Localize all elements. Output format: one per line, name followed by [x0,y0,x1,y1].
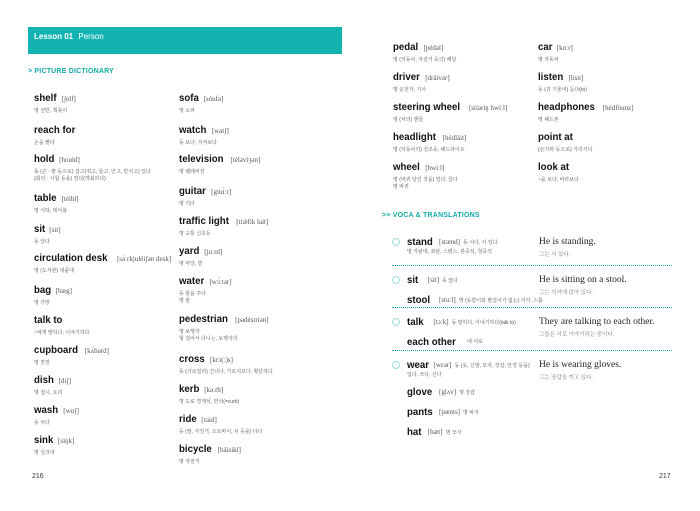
entry-word: bicycle [179,443,212,455]
entry-definitions [393,57,543,64]
entry-pronunciation: [sə̀ːrkjuléiʃən desk] [116,255,172,263]
entry-definition: 명 (자동차의) 전조등, 헤드라이트 [393,147,465,153]
entry-word: reach for [34,124,76,136]
voca-meta [439,408,479,416]
lesson-header [28,27,342,54]
example-sentence: He is sitting on a stool. [539,275,627,285]
entry-definition: 명 찬장 [34,360,50,366]
dictionary-entry [34,220,184,246]
voca-word: stand [407,236,433,248]
entry-word: water [179,275,205,287]
entry-word: pedal [393,41,419,53]
entry-headline [393,98,543,114]
entry-definition: 명 보행자 [179,329,200,335]
bullet-icon [392,238,400,246]
example-translation: 그는 서 있다. [539,252,571,258]
entry-headline [34,150,184,166]
dictionary-entry [179,242,329,268]
voca-pronunciation: [pænts] [439,408,460,416]
entry-definitions [179,429,329,436]
dictionary-entry [393,158,543,190]
entry-word: driver [393,71,420,83]
example-sentence: He is wearing gloves. [539,360,622,370]
entry-word: shelf [34,92,57,104]
entry-definition: 명 (자동차, 자전거 등의) 페달 [393,57,457,63]
voca-definition: 명 바지 [463,410,479,416]
entry-word: wash [34,404,59,416]
dictionary-entry [179,350,329,376]
entry-definitions [179,261,329,268]
entry-word: ride [179,413,197,425]
entry-word: point at [538,131,573,143]
dotted-divider [392,265,672,266]
entry-headline [538,128,688,144]
voca-meta [433,318,515,326]
dictionary-entry [34,401,184,427]
page-number-right: 217 [659,473,671,480]
voca-word: sit [407,274,419,286]
entry-definitions [179,329,329,342]
voca-pronunciation: [stuːl] [439,296,456,304]
bullet-icon [392,318,400,326]
entry-definitions [538,87,688,94]
voca-definition: 동 말하다, 이야기하다(talk to) [451,320,516,326]
voca-definition: 명 (등받이와 팔걸이가 없는) 의자, 스툴 [458,298,543,304]
dictionary-entry [179,182,329,208]
voca-word: hat [407,426,422,438]
dictionary-entry [34,189,184,215]
entry-definition: 명 마당, 뜰 [179,261,203,267]
entry-definition: 명 운전자, 기사 [393,87,427,93]
entry-pronunciation: [sóufə] [203,95,224,103]
entry-definitions [179,369,329,376]
entry-definitions [393,87,543,94]
voca-meta [467,338,483,345]
lesson-title: Person [78,32,104,41]
dictionary-entry [34,371,184,397]
entry-headline [179,150,329,166]
entry-definitions [179,399,329,406]
voca-pronunciation: [wɛər] [433,361,452,369]
entry-pronunciation: [kɑːr] [556,44,573,52]
dictionary-entry [34,341,184,367]
entry-word: car [538,41,553,53]
entry-headline [179,242,329,258]
entry-headline [34,89,184,105]
voca-meta [439,388,475,396]
entry-definition: 명 싱크대 [34,450,55,456]
entry-definitions [34,140,184,147]
entry-definitions [34,330,184,337]
entry-definition: 동 (귀 기울여) 듣다(to) [538,87,587,93]
voca-definition-extra: 명 가판대, 좌판, 스탠드, 관중석, 청중석 [407,249,492,255]
voca-definition: 동 서다, 서 있다 [463,240,498,246]
entry-pronunciation: [hédfòunz] [602,104,634,112]
entry-headline [179,212,329,228]
entry-pronunciation: [pédəl] [423,44,444,52]
entry-headline [393,38,543,54]
voca-meta [439,238,498,246]
entry-definition: 명 가방 [34,300,50,306]
entry-definitions [34,300,184,307]
entry-pronunciation: [pədéstriən] [235,316,269,324]
entry-definitions [179,291,329,304]
entry-headline [34,311,184,327]
entry-pronunciation: [wɔ́ːtər] [209,278,232,286]
entry-pronunciation: [wɑʃ] [63,407,79,415]
voca-definition: 대 서로 [467,339,483,345]
voca-meta [433,361,529,369]
dictionary-entry [179,272,329,304]
entry-definition: 명 헤드폰 [538,117,559,123]
entry-word: headlight [393,131,436,143]
entry-definitions [538,147,688,154]
entry-definition: 명 접시, 요리 [34,390,63,396]
entry-word: look at [538,161,570,173]
entry-definition: 명 바퀴 [393,183,409,190]
entry-definitions [34,239,184,246]
entry-pronunciation: [kəːrb] [204,386,224,394]
dictionary-entry [34,150,184,182]
entry-headline [179,380,329,396]
entry-pronunciation: [siŋk] [58,437,75,445]
entry-pronunciation: [raid] [201,416,217,424]
entry-definition: 동 (말, 자전거, 오토바이, 차 등을) 타다 [179,429,263,435]
dictionary-entry [538,128,688,154]
entry-word: yard [179,245,200,257]
entry-headline [179,410,329,426]
dictionary-entry [179,89,329,115]
entry-headline [179,121,329,137]
entry-pronunciation: [ʃelf] [61,95,76,103]
entry-word: bag [34,284,52,296]
entry-definition: (회의 · 시합 등을) 열다(개최하다) [34,175,106,182]
dictionary-entry [34,121,184,147]
lesson-number: Lesson 01 [34,32,74,41]
entry-definitions [34,169,184,182]
entry-headline [34,431,184,447]
entry-definition: (손가락 등으로) 가리키다 [538,147,593,153]
entry-headline [538,68,688,84]
entry-headline [34,281,184,297]
entry-definitions [34,420,184,427]
entry-word: steering wheel [393,101,461,113]
bullet-icon [392,276,400,284]
entry-definitions [34,450,184,457]
entry-definition: 형 걸어서 다니는, 보행자의 [179,335,238,342]
entry-word: wheel [393,161,420,173]
entry-definition: 동 물을 주다 [179,291,206,297]
entry-headline [179,440,329,456]
entry-definitions [538,117,688,124]
entry-definitions [34,268,184,275]
voca-definition: 명 모자 [445,430,462,436]
voca-definition: 명 장갑 [459,390,475,396]
dictionary-entry [34,431,184,457]
example-translation: 그들은 서로 이야기하는 중이다. [539,332,615,338]
entry-word: cross [179,353,205,365]
voca-word: glove [407,386,433,398]
entry-definition: 명 도로 경계석, 연석(=curb) [179,399,240,405]
entry-pronunciation: [bæg] [55,287,73,295]
entry-word: cupboard [34,344,79,356]
entry-pronunciation: [hould] [59,156,80,164]
entry-pronunciation: [stíəriŋ hwiːl] [468,104,508,112]
entry-definitions [34,390,184,397]
dictionary-entry [538,38,688,64]
entry-word: table [34,192,57,204]
entry-word: kerb [179,383,200,395]
page-number-left: 216 [32,473,44,480]
dictionary-entry [393,38,543,64]
example-translation: 그는 장갑을 끼고 있다. [539,375,593,381]
dictionary-entry [538,98,688,124]
voca-word: pants [407,406,433,418]
dotted-divider [392,350,672,351]
entry-definition: 명 교통 신호등 [179,231,211,237]
voca-definition: 동 앉다 [442,278,458,284]
entry-headline [538,38,688,54]
dictionary-entry [179,150,329,176]
dictionary-entry [393,98,543,124]
voca-definition-extra: 입다, 쓰다, 신다 [407,372,442,378]
entry-definitions [393,147,543,154]
entry-pronunciation: [krɔ(ː)s] [210,356,233,364]
entry-headline [179,182,329,198]
entry-word: headphones [538,101,595,113]
voca-word: each other [407,336,456,348]
entry-definitions [179,459,329,466]
entry-word: sofa [179,92,199,104]
dictionary-entry [393,68,543,94]
voca-translations-heading: >> VOCA & TRANSLATIONS [382,212,480,219]
entry-definition: 명 기타 [179,201,195,207]
entry-definition: 명 자동차 [538,57,559,63]
voca-meta [428,428,462,436]
voca-pronunciation: [hæt] [427,428,443,436]
right-page [350,0,700,511]
entry-headline [179,310,329,326]
entry-definition: 명 텔레비전 [179,169,205,175]
voca-pronunciation: [sit] [427,276,440,284]
entry-definition: 명 식탁, 테이블 [34,208,68,214]
entry-pronunciation: [hwiːl] [425,164,445,172]
entry-headline [393,128,543,144]
entry-word: television [179,153,224,165]
picture-dictionary-heading: > PICTURE DICTIONARY [28,68,114,75]
entry-headline [393,68,543,84]
entry-definition: ~에게 말하다, 이야기하다 [34,330,90,336]
dictionary-entry [179,410,329,436]
voca-word: wear [407,359,430,371]
entry-word: watch [179,124,207,136]
voca-pronunciation: [tɔːk] [433,318,449,326]
entry-headline [34,121,184,137]
entry-headline [34,249,184,265]
entry-headline [34,341,184,357]
entry-definitions [538,177,688,184]
entry-definition: 명 물 [179,297,191,304]
voca-word: talk [407,316,424,328]
entry-definition: 동 보다, 지켜보다 [179,140,217,146]
voca-meta [428,276,458,284]
entry-definition: 동 (손 · 팔 등으로) 잡고(쥐고, 들고, 안고, 받치고) 있다 [34,169,151,175]
entry-definition: 동 씻다 [34,420,50,426]
entry-definition: 손을 뻗다 [34,140,55,146]
entry-word: sink [34,434,54,446]
entry-pronunciation: [hédlàit] [442,134,467,142]
example-sentence: He is standing. [539,237,596,247]
entry-pronunciation: [téləvìʒən] [230,156,261,164]
entry-definition: 명 (차의) 핸들 [393,117,424,123]
dictionary-entry [179,310,329,342]
dictionary-entry [179,121,329,147]
entry-pronunciation: [diʃ] [58,377,72,385]
dictionary-entry [538,68,688,94]
entry-definitions [34,360,184,367]
dictionary-entry [393,128,543,154]
dictionary-entry [179,212,329,238]
entry-definitions [34,108,184,115]
entry-word: listen [538,71,564,83]
entry-definitions [179,231,329,238]
voca-meta [439,296,543,304]
entry-pronunciation: [gitɑ́ːr] [211,188,232,196]
entry-headline [179,272,329,288]
entry-pronunciation: [báisikl] [217,446,241,454]
entry-definitions [393,117,543,124]
voca-word: stool [407,294,431,306]
dictionary-entry [179,440,329,466]
entry-pronunciation: [lísn] [568,74,584,82]
entry-headline [179,89,329,105]
entry-word: dish [34,374,54,386]
entry-pronunciation: [trǽfik lait] [236,218,269,226]
voca-definition: 동 (옷, 신발, 모자, 장갑, 안경 등을) [454,363,530,369]
entry-definitions [179,201,329,208]
entry-pronunciation: [watʃ] [211,127,229,135]
entry-headline [538,158,688,174]
dotted-divider [392,307,672,308]
entry-headline [34,401,184,417]
dictionary-entry [34,89,184,115]
dictionary-entry [179,380,329,406]
entry-definitions [393,177,543,190]
entry-definitions [538,57,688,64]
bullet-icon [392,361,400,369]
entry-definition: 동 앉다 [34,239,50,245]
entry-definition: 명 자전거 [179,459,200,465]
dictionary-entry [538,158,688,184]
entry-definitions [34,208,184,215]
entry-definition: 명 소파 [179,108,195,114]
entry-definition: 명 (도서관) 대출대 [34,268,74,274]
entry-headline [34,371,184,387]
entry-headline [538,98,688,114]
entry-headline [34,220,184,236]
voca-pronunciation: [stænd] [439,238,460,246]
entry-headline [34,189,184,205]
example-sentence: They are talking to each other. [539,317,655,327]
entry-headline [393,158,543,174]
entry-definition: 동 (가로질러) 건너다, 가로지르다, 횡단하다 [179,369,273,375]
entry-word: pedestrian [179,313,228,325]
entry-definition: ~을 보다, 바라보다 [538,177,579,183]
entry-definitions [179,140,329,147]
entry-word: circulation desk [34,252,108,264]
entry-word: hold [34,153,55,165]
voca-pronunciation: [glʌv] [439,388,457,396]
entry-pronunciation: [téibl] [61,195,79,203]
entry-word: traffic light [179,215,229,227]
dictionary-entry [34,311,184,337]
entry-definition: 명 선반, 책꽂이 [34,108,68,114]
entry-definitions [179,169,329,176]
dictionary-entry [34,249,184,275]
entry-pronunciation: [dráivər] [425,74,450,82]
entry-definitions [179,108,329,115]
entry-definition: 명 (바퀴 달린 것을) 밀다, 끌다 [393,177,458,183]
entry-headline [179,350,329,366]
dictionary-entry [34,281,184,307]
example-translation: 그는 의자에 앉아 있다. [539,290,593,296]
entry-word: guitar [179,185,206,197]
entry-word: sit [34,223,46,235]
entry-pronunciation: [sit] [49,226,61,234]
entry-word: talk to [34,314,63,326]
entry-pronunciation: [kʌ́bərd] [84,347,109,355]
entry-pronunciation: [jɑːrd] [204,248,223,256]
